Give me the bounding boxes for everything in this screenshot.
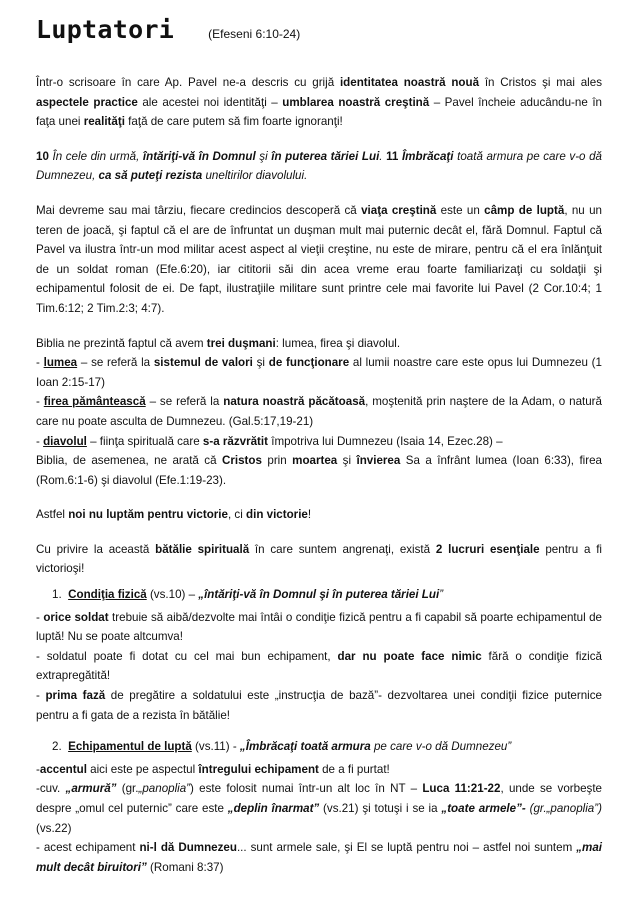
italic-term: „panoplia” (138, 782, 191, 796)
verse-emphasis: Îmbrăcaţi (398, 149, 454, 163)
verse-text: . (379, 149, 387, 163)
text: - soldatul poate fi dotat cu cel mai bun echipament, (36, 649, 338, 663)
emphasis: prima fază (45, 689, 106, 703)
emphasis: câmp de luptă (484, 203, 565, 217)
enemy-world (36, 353, 602, 392)
title-row (36, 15, 602, 60)
dash: - (36, 689, 46, 703)
emphasis: „armură” (65, 782, 117, 796)
text: (vs.11) - (191, 740, 240, 754)
text: împotriva lui Dumnezeu (Isaia 14, Ezec.28) – (268, 434, 503, 448)
point-1-heading (52, 585, 602, 605)
point-title: Condiţia fizică (68, 588, 147, 602)
text: (vs.22) (36, 821, 72, 835)
text: şi (252, 356, 269, 370)
emphasis: umblarea noastră creştină (282, 95, 430, 109)
page-title: Luptatori (36, 15, 175, 44)
emphasis: noi nu luptăm pentru victorie (68, 508, 228, 522)
victory-line (36, 505, 602, 525)
emphasis: Cristos (221, 454, 262, 468)
emphasis: de funcţionare (268, 356, 350, 370)
verse-text: În cele din urmă, (48, 149, 143, 163)
enemy-term: lumea (43, 356, 78, 370)
text: ... sunt armele sale, şi El se luptă pentru noi – astfel noi suntem (236, 841, 577, 855)
text: , ci (227, 508, 247, 522)
text: : lumea, firea şi diavolul. (275, 336, 401, 350)
emphasis: din victorie (246, 508, 308, 522)
point-1-line-a (36, 608, 602, 647)
text: - acest echipament (36, 841, 140, 855)
text: trebuie să aibă/dezvolte mai întâi o condiţie fizică pentru a fi capabil să poarte echipamentul de luptă! Nu se poate altcumva! (36, 610, 602, 644)
enemies-intro (36, 334, 602, 354)
text: în Cristos şi mai ales (479, 76, 602, 89)
text: fără o condiţie fizică extrapregătită! (36, 649, 603, 683)
dash: - (36, 356, 44, 370)
emphasis: „deplin înarmat” (227, 802, 320, 815)
christ-victory (36, 451, 602, 490)
emphasis: „toate armele”- (441, 802, 526, 815)
enemies-section (36, 334, 602, 491)
text: Mai devreme sau mai târziu, fiecare credincios descoperă că (36, 203, 362, 217)
text: Biblia ne prezintă faptul că avem (36, 336, 207, 350)
point-2-line-b (36, 779, 602, 838)
enemy-flesh (36, 392, 602, 431)
text: (gr. (116, 782, 139, 796)
emphasis: Luca 11:21-22 (422, 782, 501, 796)
battle-paragraph (36, 540, 602, 579)
text: în care suntem angrenaţi, există (249, 542, 436, 556)
emphasis: bătălie spirituală (155, 542, 250, 556)
scripture-reference: (Efeseni 6:10-24) (208, 27, 301, 41)
emphasis: natura noastră păcătoasă (223, 395, 366, 409)
enemy-term: diavolul (43, 434, 87, 448)
verse-number: 11 (386, 149, 399, 163)
text: , nu un teren de joacă, şi faptul că el are de înfruntat un duşman mult mai puternic decât el, fără Domnul. Faptul că Pavel va ilustra într-un mod militar acest aspect al vieţii creştine, nu este de mirare, pentru că el era înlănţuit de un soldat roman (Efe.6:20), iar cititorii săi din acea vreme erau foarte familiarizaţi cu soldaţii şi echipamentul folosit de ei. De fapt, ilustraţiile militare sunt printre cele mai favorite lui Pavel (2 Cor.10:4; 1 Tim.6:12; 2 Tim.2:3; 4:7). (36, 203, 602, 315)
list-number: 2. (52, 740, 62, 754)
text: , moştenită prin naştere de la Adam, o natură care nu poate asculta de Dumnezeu. (Gal.5:17,19-21) (36, 395, 602, 428)
point-quote: „Îmbrăcaţi toată armura (239, 740, 371, 754)
battlefield-paragraph (36, 201, 602, 319)
text: Într-o scrisoare în care Ap. Pavel ne-a descris cu grijă (36, 76, 340, 89)
emphasis: accentul (39, 762, 87, 776)
text: aici este pe aspectul (86, 762, 199, 776)
dash: - (36, 434, 44, 448)
point-1-line-c (36, 686, 602, 725)
emphasis: aspectele practice (36, 95, 138, 109)
point-quote: „întăriţi-vă în Domnul şi în puterea tăriei Lui (198, 588, 440, 602)
text: ale acestei noi identităţi – (137, 95, 283, 109)
verse-text: şi (255, 149, 272, 163)
emphasis: moartea (292, 454, 338, 468)
list-number: 1. (52, 588, 62, 602)
point-1 (36, 585, 602, 725)
text: (Romani 8:37) (146, 860, 224, 874)
dash: - (36, 610, 44, 624)
emphasis: „mai mult decât biruitori” (36, 841, 602, 874)
text: – se referă la (77, 356, 154, 370)
text: Sa a înfrânt lumea (Ioan 6:33), firea (Rom.6:1-6) şi diavolul (Efe.1:19-23). (36, 454, 603, 487)
point-2-heading (52, 737, 602, 757)
point-quote-end: ” (439, 588, 444, 602)
point-title: Echipamentul de luptă (68, 740, 192, 754)
emphasis: realităţi (83, 115, 125, 129)
verse-emphasis: ca să puteţi rezista (98, 169, 203, 183)
enemy-term: firea pământească (43, 395, 146, 409)
text: ) este folosit numai într-un alt loc în NT – (190, 782, 423, 796)
text: faţă de care putem să fim foarte ignoranţi! (124, 115, 343, 129)
text: Biblia, de asemenea, ne arată că (36, 454, 222, 468)
verse-paragraph (36, 147, 602, 186)
text: – fiinţa spirituală care (86, 434, 203, 448)
emphasis: învierea (356, 454, 401, 468)
intro-paragraph (36, 73, 602, 132)
verse-number: 10 (36, 149, 49, 163)
text: ! (307, 508, 312, 522)
text: Cu privire la această (36, 542, 156, 556)
emphasis: ni-l dă Dumnezeu (139, 841, 237, 855)
text: prin (261, 454, 293, 468)
text: – Pavel încheie aducându-ne în faţa unei (36, 95, 602, 129)
point-2-line-c (36, 838, 602, 877)
text: Astfel (36, 508, 69, 522)
text: pentru a fi victorioşi! (36, 542, 603, 576)
emphasis: orice soldat (43, 610, 109, 624)
text: , unde se vorbeşte despre „omul cel puternic” care este (36, 782, 602, 815)
text: (vs.10) – (146, 588, 199, 602)
emphasis: 2 lucruri esenţiale (435, 542, 540, 556)
text: - (36, 762, 40, 776)
emphasis: sistemul de valori (153, 356, 253, 370)
text: (vs.21) şi totuşi i se ia (319, 802, 442, 815)
emphasis: identitatea noastră nouă (339, 76, 480, 89)
text: al lumii noastre care este opus lui Dumnezeu (1 Ioan 2:15-17) (36, 356, 602, 389)
emphasis: dar nu poate face nimic (337, 649, 482, 663)
italic-term: (gr.„panoplia”) (525, 802, 602, 815)
verse-text: uneltirilor diavolului. (202, 169, 308, 183)
enemy-devil (36, 432, 602, 452)
emphasis: viaţa creştină (361, 203, 437, 217)
emphasis: întregului echipament (198, 762, 319, 776)
point-2-line-a (36, 760, 602, 780)
text: -cuv. (36, 782, 66, 796)
verse-text: toată armura pe care v-o dă Dumnezeu, (36, 149, 602, 183)
emphasis: s-a răzvrătit (202, 434, 268, 448)
text: este un (436, 203, 485, 217)
verse-emphasis: întăriţi-vă în Domnul (142, 149, 256, 163)
text: de pregătire a soldatului este „instrucţia de bază”- dezvoltarea unei condiţii fizice puternice pentru a fi gata de a rezista în bătălie! (36, 689, 602, 722)
text: de a fi purtat! (318, 762, 390, 776)
point-quote-end: pe care v-o dă Dumnezeu” (370, 740, 512, 754)
dash: - (36, 395, 44, 409)
text: – se referă la (145, 395, 224, 409)
verse-emphasis: în puterea tăriei Lui (271, 149, 380, 163)
point-1-line-b (36, 647, 602, 686)
text: şi (337, 454, 357, 468)
emphasis: trei duşmani (206, 336, 276, 350)
point-2 (36, 737, 602, 877)
